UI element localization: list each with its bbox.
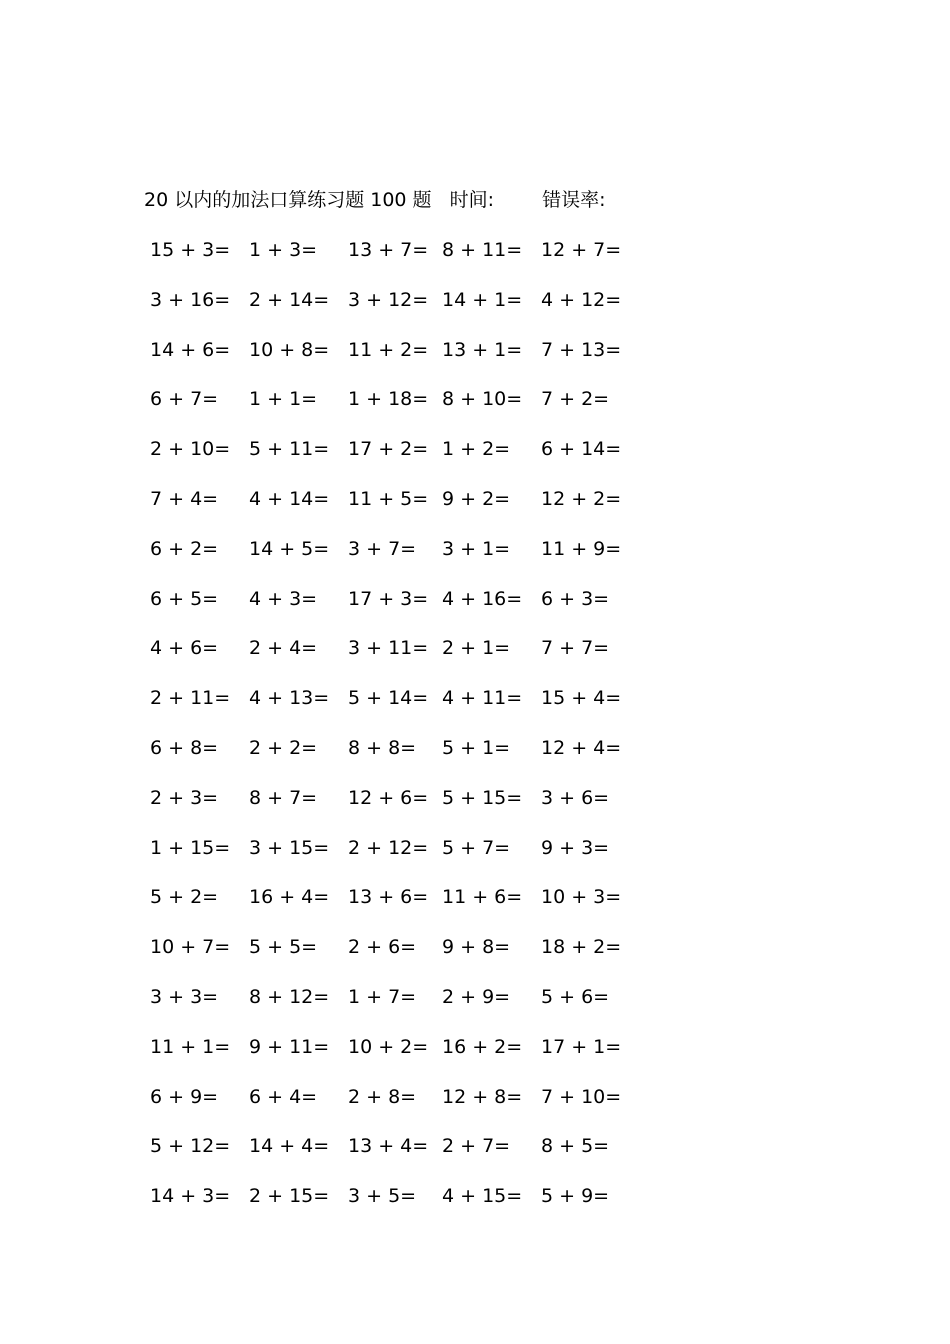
- problem-item: 4 + 11=: [442, 687, 523, 710]
- time-label: 时间:: [449, 189, 495, 211]
- problem-item: 1 + 18=: [348, 388, 429, 411]
- problem-item: 17 + 1=: [541, 1035, 622, 1058]
- problem-item: 11 + 5=: [348, 487, 429, 510]
- problem-item: 2 + 2=: [249, 736, 318, 759]
- problem-item: 2 + 9=: [442, 985, 511, 1008]
- problem-row: [148, 1033, 648, 1083]
- problem-item: 2 + 1=: [442, 637, 511, 660]
- problem-row: [148, 734, 648, 784]
- problem-item: 2 + 14=: [249, 288, 330, 311]
- problem-item: 2 + 8=: [348, 1085, 417, 1108]
- problem-item: 7 + 7=: [541, 637, 610, 660]
- problem-item: 7 + 13=: [541, 338, 622, 361]
- problem-item: 3 + 1=: [442, 537, 511, 560]
- problem-item: 2 + 6=: [348, 936, 417, 959]
- problem-item: 9 + 3=: [541, 836, 610, 859]
- problem-item: 1 + 2=: [442, 438, 511, 461]
- problem-item: 8 + 7=: [249, 786, 318, 809]
- problem-item: 11 + 9=: [541, 537, 622, 560]
- problem-item: 12 + 8=: [442, 1085, 523, 1108]
- problem-item: 11 + 6=: [442, 886, 523, 909]
- problem-item: 3 + 7=: [348, 537, 417, 560]
- problem-item: 2 + 11=: [150, 687, 231, 710]
- problem-item: 6 + 3=: [541, 587, 610, 610]
- problem-row: [148, 535, 648, 585]
- problem-row: [148, 834, 648, 884]
- problem-item: 6 + 14=: [541, 438, 622, 461]
- problem-item: 5 + 9=: [541, 1185, 610, 1208]
- problem-item: 4 + 14=: [249, 487, 330, 510]
- problem-item: 6 + 7=: [150, 388, 219, 411]
- problem-item: 9 + 2=: [442, 487, 511, 510]
- problem-item: 10 + 3=: [541, 886, 622, 909]
- problem-item: 15 + 4=: [541, 687, 622, 710]
- problem-item: 4 + 12=: [541, 288, 622, 311]
- problem-item: 14 + 4=: [249, 1135, 330, 1158]
- problem-item: 13 + 7=: [348, 239, 429, 261]
- problem-item: 9 + 11=: [249, 1035, 330, 1058]
- problem-item: 17 + 2=: [348, 438, 429, 461]
- problem-item: 2 + 4=: [249, 637, 318, 660]
- problem-item: 6 + 4=: [249, 1085, 318, 1108]
- problem-item: 2 + 10=: [150, 438, 231, 461]
- problem-row: [148, 585, 648, 635]
- problem-item: 7 + 10=: [541, 1085, 622, 1108]
- problem-row: [148, 784, 648, 834]
- problem-item: 1 + 3=: [249, 239, 318, 261]
- problem-item: 13 + 6=: [348, 886, 429, 909]
- problem-row: [148, 435, 648, 485]
- problem-item: 11 + 1=: [150, 1035, 231, 1058]
- problem-item: 12 + 4=: [541, 736, 622, 759]
- problem-item: 5 + 2=: [150, 886, 219, 909]
- problem-item: 14 + 1=: [442, 288, 523, 311]
- problem-item: 12 + 6=: [348, 786, 429, 809]
- problem-row: [148, 983, 648, 1033]
- problem-item: 3 + 11=: [348, 637, 429, 660]
- problem-item: 3 + 15=: [249, 836, 330, 859]
- problem-item: 5 + 14=: [348, 687, 429, 710]
- problem-item: 10 + 7=: [150, 936, 231, 959]
- problem-item: 13 + 1=: [442, 338, 523, 361]
- problem-item: 4 + 15=: [442, 1185, 523, 1208]
- problem-item: 1 + 7=: [348, 985, 417, 1008]
- problem-item: 6 + 9=: [150, 1085, 219, 1108]
- problem-item: 2 + 12=: [348, 836, 429, 859]
- problem-item: 3 + 12=: [348, 288, 429, 311]
- problem-item: 5 + 1=: [442, 736, 511, 759]
- worksheet-title: 20 以内的加法口算练习题 100 题: [144, 189, 432, 211]
- problem-item: 12 + 2=: [541, 487, 622, 510]
- problem-item: 4 + 13=: [249, 687, 330, 710]
- problem-item: 2 + 3=: [150, 786, 219, 809]
- problem-item: 6 + 5=: [150, 587, 219, 610]
- problem-item: 8 + 12=: [249, 985, 330, 1008]
- problem-item: 5 + 11=: [249, 438, 330, 461]
- problem-grid: [148, 236, 648, 1232]
- problem-item: 3 + 16=: [150, 288, 231, 311]
- problem-row: [148, 236, 648, 286]
- problem-row: [148, 933, 648, 983]
- problem-item: 2 + 15=: [249, 1185, 330, 1208]
- problem-item: 4 + 16=: [442, 587, 523, 610]
- problem-item: 14 + 3=: [150, 1185, 231, 1208]
- problem-row: [148, 336, 648, 386]
- worksheet-header: [144, 186, 605, 214]
- problem-row: [148, 684, 648, 734]
- problem-item: 13 + 4=: [348, 1135, 429, 1158]
- problem-item: 18 + 2=: [541, 936, 622, 959]
- problem-row: [148, 1083, 648, 1133]
- problem-item: 2 + 7=: [442, 1135, 511, 1158]
- problem-item: 3 + 6=: [541, 786, 610, 809]
- problem-row: [148, 883, 648, 933]
- problem-item: 12 + 7=: [541, 239, 622, 261]
- problem-item: 6 + 8=: [150, 736, 219, 759]
- problem-item: 8 + 8=: [348, 736, 417, 759]
- problem-item: 8 + 11=: [442, 239, 523, 261]
- problem-item: 5 + 6=: [541, 985, 610, 1008]
- problem-item: 15 + 3=: [150, 239, 231, 261]
- problem-item: 17 + 3=: [348, 587, 429, 610]
- problem-item: 16 + 2=: [442, 1035, 523, 1058]
- problem-item: 5 + 7=: [442, 836, 511, 859]
- problem-item: 7 + 4=: [150, 487, 219, 510]
- problem-item: 8 + 5=: [541, 1135, 610, 1158]
- problem-row: [148, 485, 648, 535]
- problem-item: 14 + 6=: [150, 338, 231, 361]
- problem-item: 1 + 1=: [249, 388, 318, 411]
- problem-row: [148, 1182, 648, 1232]
- problem-item: 1 + 15=: [150, 836, 231, 859]
- problem-item: 10 + 2=: [348, 1035, 429, 1058]
- problem-item: 9 + 8=: [442, 936, 511, 959]
- problem-row: [148, 385, 648, 435]
- error-rate-label: 错误率:: [542, 189, 606, 211]
- problem-item: 4 + 6=: [150, 637, 219, 660]
- problem-item: 4 + 3=: [249, 587, 318, 610]
- problem-item: 16 + 4=: [249, 886, 330, 909]
- problem-row: [148, 634, 648, 684]
- problem-item: 5 + 15=: [442, 786, 523, 809]
- problem-item: 3 + 3=: [150, 985, 219, 1008]
- problem-item: 5 + 5=: [249, 936, 318, 959]
- problem-item: 10 + 8=: [249, 338, 330, 361]
- problem-item: 14 + 5=: [249, 537, 330, 560]
- problem-item: 11 + 2=: [348, 338, 429, 361]
- problem-item: 6 + 2=: [150, 537, 219, 560]
- problem-item: 8 + 10=: [442, 388, 523, 411]
- problem-row: [148, 1132, 648, 1182]
- problem-item: 5 + 12=: [150, 1135, 231, 1158]
- problem-item: 3 + 5=: [348, 1185, 417, 1208]
- problem-item: 7 + 2=: [541, 388, 610, 411]
- problem-row: [148, 286, 648, 336]
